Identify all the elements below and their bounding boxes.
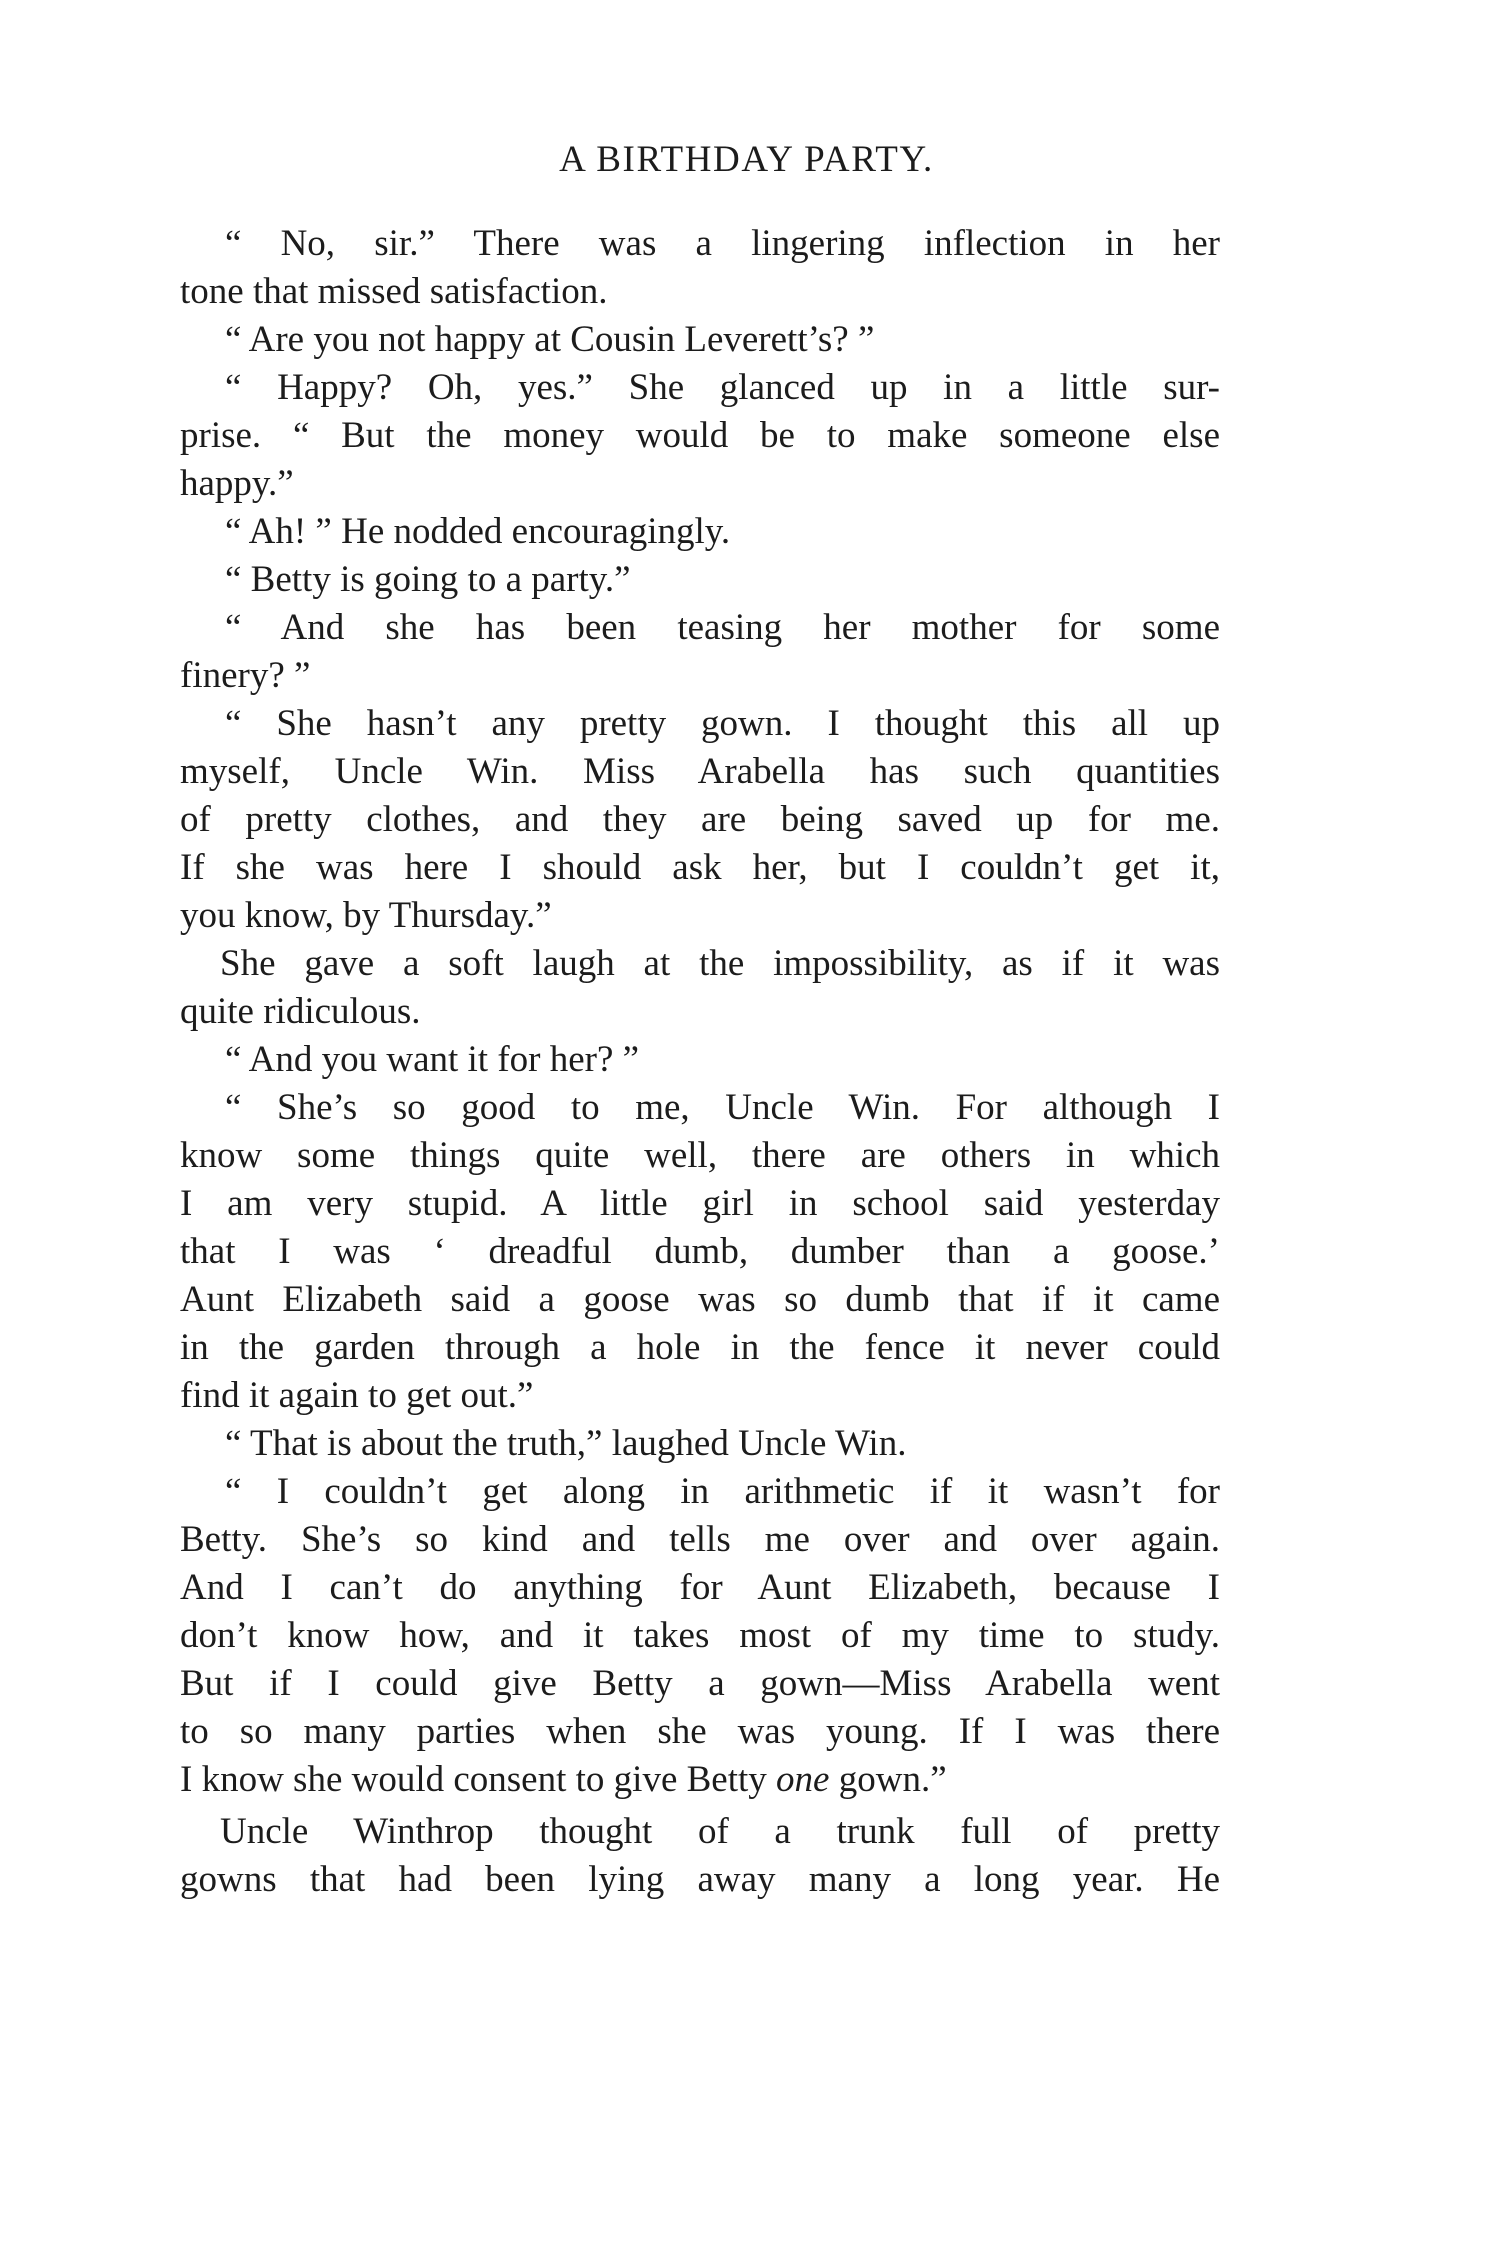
body-text [180,220,1220,1904]
text-line: that I was ‘ dreadful dumb, dumber than a goose.’ [180,1231,1220,1272]
text-line: of pretty clothes, and they are being saved up for me. [180,799,1220,840]
text-line: She gave a soft laugh at the impossibility, as if it was [220,943,1220,984]
text-line: “ Are you not happy at Cousin Leverett’s? ” [225,319,875,360]
text-segment: I know she would consent to give Betty [180,1759,777,1800]
text-line: “ She’s so good to me, Uncle Win. For although I [225,1087,1220,1128]
text-line: “ I couldn’t get along in arithmetic if it wasn’t for [225,1471,1220,1512]
text-line: “ And she has been teasing her mother for some [225,607,1220,648]
text-line: If she was here I should ask her, but I couldn’t get it, [180,847,1220,888]
text-segment: gown.” [829,1759,947,1800]
text-line: “ Betty is going to a party.” [225,559,631,600]
text-line: I am very stupid. A little girl in school said yesterday [180,1183,1220,1224]
text-line: And I can’t do anything for Aunt Elizabeth, because I [180,1567,1220,1608]
text-line-with-italic [180,1756,1220,1804]
text-line: quite ridiculous. [180,991,421,1032]
text-line: you know, by Thursday.” [180,895,552,936]
text-line: know some things quite well, there are others in which [180,1135,1220,1176]
text-line: “ No, sir.” There was a lingering inflection in her [225,223,1220,264]
text-line: But if I could give Betty a gown—Miss Arabella went [180,1663,1220,1704]
text-line: “ Ah! ” He nodded encouragingly. [225,511,731,552]
text-line: “ And you want it for her? ” [225,1039,640,1080]
text-line: don’t know how, and it takes most of my time to study. [180,1615,1220,1656]
text-line: gowns that had been lying away many a long year. He [180,1859,1220,1900]
text-line: myself, Uncle Win. Miss Arabella has such quantities [180,751,1220,792]
text-line: “ That is about the truth,” laughed Uncle Win. [225,1423,907,1464]
text-line: finery? ” [180,655,311,696]
text-line: to so many parties when she was young. If I was there [180,1711,1220,1752]
text-line: Betty. She’s so kind and tells me over and over again. [180,1519,1220,1560]
running-head: A BIRTHDAY PARTY. [559,139,934,180]
text-line: tone that missed satisfaction. [180,271,608,312]
text-line: prise. “ But the money would be to make someone else [180,415,1220,456]
text-line: happy.” [180,463,294,504]
text-line: find it again to get out.” [180,1375,534,1416]
text-line: “ Happy? Oh, yes.” She glanced up in a little sur- [225,367,1220,408]
text-line: Uncle Winthrop thought of a trunk full of pretty [220,1811,1220,1852]
text-line: Aunt Elizabeth said a goose was so dumb that if it came [180,1279,1220,1320]
text-line: in the garden through a hole in the fence it never could [180,1327,1220,1368]
italic-word: one [776,1759,830,1800]
text-line: “ She hasn’t any pretty gown. I thought this all up [225,703,1220,744]
